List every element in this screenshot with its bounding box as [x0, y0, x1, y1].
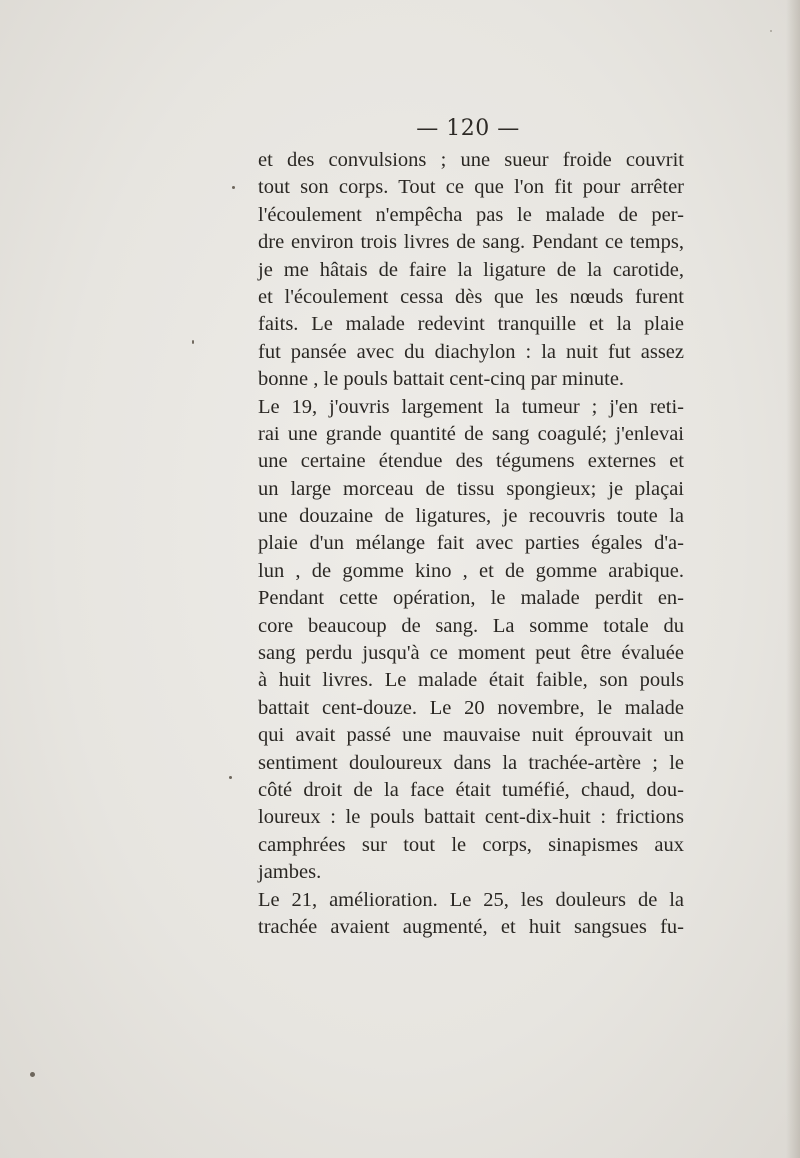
page-number: — 120 — [416, 116, 520, 141]
text-line: camphrées sur tout le corps, sinapismes aux [258, 833, 684, 856]
paper-speck [770, 30, 772, 32]
text-line: core beaucoup de sang. La somme totale du [258, 614, 684, 637]
text-line: trachée avaient augmenté, et huit sangsues fu- [258, 915, 684, 938]
text-line: dre environ trois livres de sang. Pendant ce temps, [258, 231, 684, 254]
text-line: Pendant cette opération, le malade perdit en- [258, 587, 684, 610]
text-line: rai une grande quantité de sang coagulé; j'enlevai [258, 422, 684, 445]
text-line: à huit livres. Le malade était faible, son pouls [258, 669, 684, 692]
text-line: une douzaine de ligatures, je recouvris toute la [258, 505, 684, 528]
paragraph-start-line: Le 21, amélioration. Le 25, les douleurs de la [258, 888, 684, 911]
text-line: jambes. [258, 861, 322, 884]
text-line: sang perdu jusqu'à ce moment peut être évaluée [258, 642, 684, 665]
paper-speck [232, 186, 235, 189]
text-line: battait cent-douze. Le 20 novembre, le malade [258, 696, 684, 719]
text-line: un large morceau de tissu spongieux; je plaçai [258, 477, 684, 500]
text-line: faits. Le malade redevint tranquille et la plaie [258, 313, 684, 336]
text-line: fut pansée avec du diachylon : la nuit fut assez [258, 340, 684, 363]
text-line: tout son corps. Tout ce que l'on fit pour arrêter [258, 176, 684, 199]
paper-speck [30, 1072, 35, 1077]
text-line: et des convulsions ; une sueur froide couvrit [258, 149, 684, 171]
text-line: l'écoulement n'empêcha pas le malade de per- [258, 203, 684, 226]
text-line: sentiment douloureux dans la trachée-artère ; le [258, 751, 684, 774]
text-line: côté droit de la face était tuméfié, chaud, dou- [258, 778, 684, 801]
page-edge-shadow [786, 0, 800, 1158]
text-line: lun , de gomme kino , et de gomme arabique. [258, 559, 684, 582]
text-line: qui avait passé une mauvaise nuit éprouvait un [258, 724, 684, 747]
paper-speck [229, 776, 232, 779]
body-text [258, 147, 684, 941]
text-line: je me hâtais de faire la ligature de la carotide, [258, 258, 684, 281]
paragraph-start-line: Le 19, j'ouvris largement la tumeur ; j'en reti- [258, 395, 684, 418]
text-line: et l'écoulement cessa dès que les nœuds furent [258, 285, 684, 308]
text-line: une certaine étendue des tégumens externes et [258, 450, 684, 473]
text-line: bonne , le pouls battait cent-cinq par minute. [258, 368, 625, 391]
paper-speck [192, 340, 194, 344]
text-line: loureux : le pouls battait cent-dix-huit : frictions [258, 806, 684, 829]
text-line: plaie d'un mélange fait avec parties égales d'a- [258, 532, 684, 555]
